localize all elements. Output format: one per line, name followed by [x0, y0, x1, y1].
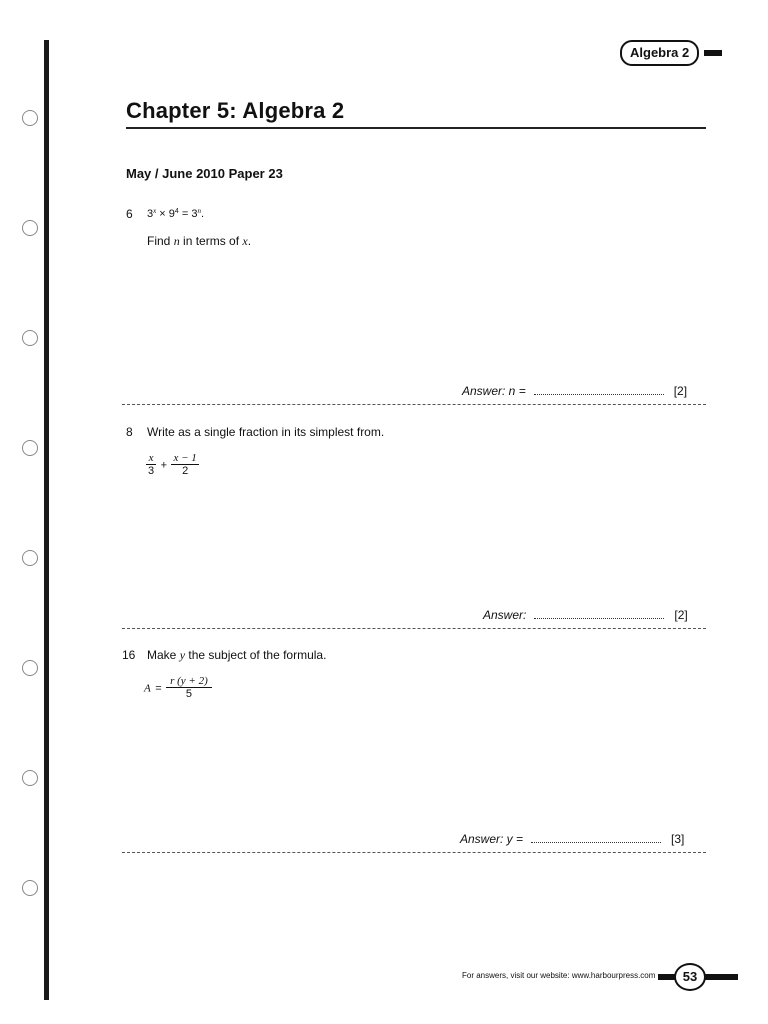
binding-strip	[0, 0, 62, 1024]
fraction-denominator: 5	[185, 688, 192, 700]
binding-hole	[22, 110, 38, 126]
text-variable: y	[179, 648, 186, 662]
eq-term: 3	[147, 208, 154, 220]
question-8-expression	[146, 452, 199, 477]
paper-reference: May / June 2010 Paper 23	[126, 166, 283, 181]
fraction-numerator: r (y + 2)	[166, 675, 212, 688]
text-part: the subject of the formula.	[188, 648, 327, 662]
fraction-denominator: 3	[148, 465, 155, 477]
text-variable: x	[242, 234, 248, 248]
text-part: in terms of	[183, 234, 240, 248]
binding-hole	[22, 220, 38, 236]
binding-hole	[22, 330, 38, 346]
question-number: 8	[126, 425, 133, 439]
marks: [2]	[673, 384, 688, 398]
question-divider	[122, 404, 706, 405]
question-16-formula	[144, 675, 212, 700]
binding-hole	[22, 550, 38, 566]
question-6-equation	[147, 207, 204, 220]
marks: [2]	[674, 608, 688, 622]
answer-row	[462, 384, 687, 398]
eq-operator: ×	[159, 208, 166, 220]
binding-hole	[22, 660, 38, 676]
title-underline	[126, 127, 706, 129]
question-divider	[122, 628, 706, 629]
answer-row	[460, 832, 684, 846]
fraction	[146, 452, 156, 477]
fraction-numerator: x − 1	[173, 452, 197, 464]
formula-equals: =	[155, 682, 162, 695]
section-tag-bar	[704, 50, 722, 56]
expression-operator: +	[160, 459, 168, 472]
fraction-numerator: x	[146, 452, 156, 465]
fraction	[166, 675, 212, 700]
eq-exponent: 4	[174, 208, 179, 215]
answer-label: Answer: y =	[460, 832, 524, 846]
page-number: 53	[674, 963, 706, 991]
question-number: 16	[122, 648, 136, 662]
formula-lhs: A	[144, 682, 151, 695]
question-6-text	[147, 234, 251, 249]
fraction-denominator: 2	[182, 465, 189, 477]
answer-label: Answer: n =	[462, 384, 526, 398]
eq-operator: =	[181, 208, 189, 220]
footer-note: For answers, visit our website: www.harbourpress.com	[462, 971, 656, 980]
eq-exponent: x	[153, 207, 157, 215]
text-period: .	[247, 234, 252, 248]
binding-hole	[22, 770, 38, 786]
text-part: Make	[147, 648, 177, 662]
answer-line[interactable]	[534, 386, 664, 395]
text-variable: n	[173, 234, 180, 248]
text-part: Find	[147, 234, 171, 248]
fraction	[171, 452, 198, 477]
answer-label: Answer:	[483, 608, 527, 622]
eq-term: 3	[191, 208, 198, 220]
question-number: 6	[126, 207, 133, 221]
question-divider	[122, 852, 706, 853]
answer-line[interactable]	[534, 610, 664, 619]
eq-exponent: n	[197, 207, 202, 215]
binding-hole	[22, 880, 38, 896]
eq-period: .	[201, 208, 205, 220]
chapter-title: Chapter 5: Algebra 2	[126, 98, 345, 123]
section-tag-label: Algebra 2	[620, 40, 699, 66]
eq-term: 9	[168, 208, 175, 220]
answer-line[interactable]	[531, 834, 661, 843]
answer-row	[483, 608, 688, 622]
binding-hole	[22, 440, 38, 456]
question-8-text: Write as a single fraction in its simplest from.	[147, 425, 385, 439]
binding-spine	[44, 40, 49, 1000]
marks: [3]	[671, 832, 685, 846]
question-16-text	[147, 648, 326, 663]
